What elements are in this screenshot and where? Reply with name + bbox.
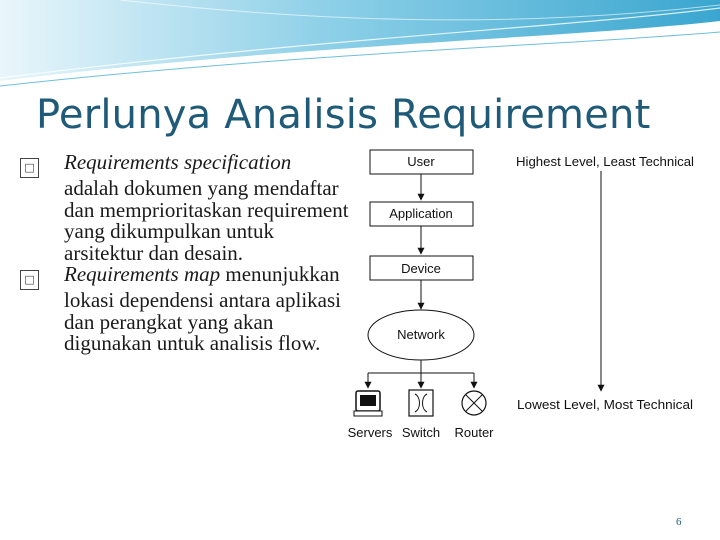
switch-label: Switch (401, 425, 441, 440)
bullet-text: menunjukkan lokasi dependensi antara aplikasi dan perangkat yang akan digunakan untuk analisis flow. (64, 262, 341, 355)
router-icon (462, 391, 486, 415)
server-icon (354, 391, 382, 416)
header-wave-banner (0, 0, 720, 90)
user-label: User (407, 154, 435, 169)
router-label: Router (454, 425, 494, 440)
bullet-list (20, 152, 350, 355)
lowest-level-label: Lowest Level, Most Technical (517, 397, 694, 412)
highest-level-label: Highest Level, Least Technical (516, 154, 695, 169)
network-label: Network (397, 327, 445, 342)
bullet-marker-icon: □ (20, 264, 64, 290)
bullet-term: Requirements map (64, 262, 221, 286)
bullet-term: Requirements specification (64, 150, 292, 174)
bullet-item (20, 152, 350, 264)
bullet-item (20, 264, 350, 355)
switch-icon (409, 390, 433, 416)
application-label: Application (389, 206, 453, 221)
device-label: Device (401, 261, 441, 276)
requirements-map-diagram (340, 145, 700, 445)
slide-title: Perlunya Analisis Requirement (36, 92, 651, 138)
slide-number: 6 (676, 516, 682, 528)
bullet-marker-icon: □ (20, 152, 64, 178)
servers-label: Servers (347, 425, 393, 440)
bullet-text: adalah dokumen yang mendaftar dan memprioritaskan requirement yang dikumpulkan untuk arsitektur dan desain. (64, 176, 349, 265)
